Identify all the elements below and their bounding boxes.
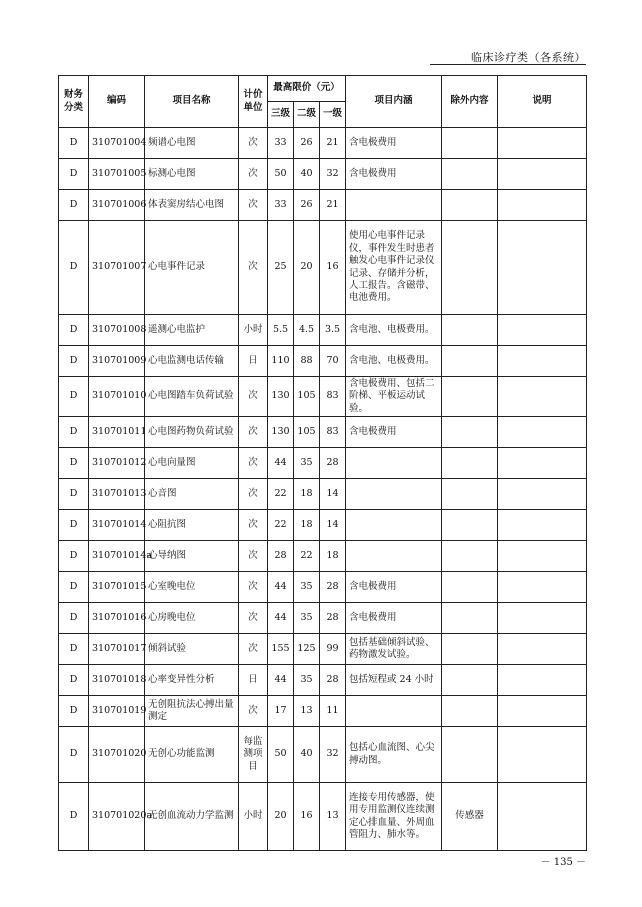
row-category: D [59, 159, 89, 190]
table-row [59, 315, 587, 346]
row-price-level3: 130 [268, 377, 294, 417]
row-code: 310701017 [89, 634, 145, 665]
row-content [346, 448, 442, 479]
row-note [498, 190, 587, 221]
row-price-level3: 155 [268, 634, 294, 665]
row-exclusion [442, 159, 498, 190]
row-price-level3: 28 [268, 541, 294, 572]
table-row [59, 541, 587, 572]
row-exclusion [442, 377, 498, 417]
row-name: 无创心功能监测 [145, 727, 239, 783]
row-unit: 次 [239, 603, 268, 634]
header-rule [430, 64, 586, 65]
row-price-level2: 105 [294, 377, 320, 417]
row-unit: 小时 [239, 783, 268, 851]
row-price-level3: 20 [268, 783, 294, 851]
row-content: 包括短程或 24 小时 [346, 665, 442, 696]
row-price-level1: 28 [320, 665, 346, 696]
row-unit: 每监测项目 [239, 727, 268, 783]
row-content: 含电极费用 [346, 159, 442, 190]
header-price-group: 最高限价（元） [268, 76, 346, 102]
row-exclusion [442, 417, 498, 448]
row-exclusion [442, 696, 498, 727]
table-row [59, 159, 587, 190]
row-unit: 次 [239, 221, 268, 315]
row-name: 遥测心电监护 [145, 315, 239, 346]
table-row [59, 448, 587, 479]
row-category: D [59, 479, 89, 510]
row-unit: 日 [239, 665, 268, 696]
table-row [59, 665, 587, 696]
row-name: 频谱心电图 [145, 128, 239, 159]
row-note [498, 572, 587, 603]
table-row [59, 221, 587, 315]
row-code: 310701008 [89, 315, 145, 346]
row-unit: 次 [239, 159, 268, 190]
table-row [59, 479, 587, 510]
row-exclusion [442, 346, 498, 377]
header-code: 编码 [89, 76, 145, 128]
row-price-level1: 83 [320, 377, 346, 417]
row-exclusion [442, 541, 498, 572]
row-price-level2: 26 [294, 128, 320, 159]
row-price-level1: 14 [320, 510, 346, 541]
row-code: 310701019 [89, 696, 145, 727]
row-exclusion [442, 479, 498, 510]
row-unit: 次 [239, 377, 268, 417]
row-note [498, 417, 587, 448]
header-note: 说明 [498, 76, 587, 128]
row-exclusion [442, 727, 498, 783]
row-price-level2: 22 [294, 541, 320, 572]
row-price-level3: 5.5 [268, 315, 294, 346]
row-content: 含电极费用 [346, 572, 442, 603]
row-price-level1: 28 [320, 603, 346, 634]
table-row [59, 377, 587, 417]
row-category: D [59, 190, 89, 221]
row-price-level1: 21 [320, 190, 346, 221]
row-price-level3: 25 [268, 221, 294, 315]
row-note [498, 221, 587, 315]
row-code: 310701011 [89, 417, 145, 448]
row-name: 心电向量图 [145, 448, 239, 479]
page-number: － 135 － [540, 857, 586, 868]
row-exclusion [442, 510, 498, 541]
row-name: 心房晚电位 [145, 603, 239, 634]
row-price-level2: 88 [294, 346, 320, 377]
row-code: 310701009 [89, 346, 145, 377]
row-code: 310701010 [89, 377, 145, 417]
row-exclusion [442, 572, 498, 603]
row-price-level3: 17 [268, 696, 294, 727]
table-row [59, 190, 587, 221]
row-price-level2: 18 [294, 479, 320, 510]
table-row [59, 783, 587, 851]
header-level1: 一级 [320, 102, 346, 128]
table-row [59, 510, 587, 541]
header-name: 项目名称 [145, 76, 239, 128]
row-unit: 次 [239, 572, 268, 603]
row-category: D [59, 541, 89, 572]
row-price-level2: 35 [294, 572, 320, 603]
row-price-level3: 44 [268, 665, 294, 696]
fee-table [58, 75, 587, 851]
row-name: 心率变异性分析 [145, 665, 239, 696]
row-price-level2: 13 [294, 696, 320, 727]
row-category: D [59, 377, 89, 417]
row-content: 含电极费用 [346, 417, 442, 448]
row-content: 使用心电事件记录仪，事件发生时患者触发心电事件记录仪记录、存储并分析，人工报告。含磁带、电池费用。 [346, 221, 442, 315]
row-price-level2: 4.5 [294, 315, 320, 346]
row-price-level3: 33 [268, 190, 294, 221]
header-unit: 计价单位 [239, 76, 268, 128]
header-content: 项目内涵 [346, 76, 442, 128]
row-unit: 次 [239, 696, 268, 727]
row-category: D [59, 603, 89, 634]
row-code: 310701020a [89, 783, 145, 851]
row-category: D [59, 315, 89, 346]
row-price-level2: 35 [294, 603, 320, 634]
row-name: 心导纳图 [145, 541, 239, 572]
row-unit: 小时 [239, 315, 268, 346]
row-name: 无创血流动力学监测 [145, 783, 239, 851]
table-row [59, 572, 587, 603]
row-price-level1: 3.5 [320, 315, 346, 346]
row-code: 310701014 [89, 510, 145, 541]
row-category: D [59, 221, 89, 315]
row-exclusion: 传感器 [442, 783, 498, 851]
row-note [498, 603, 587, 634]
row-content [346, 696, 442, 727]
row-unit: 次 [239, 479, 268, 510]
row-name: 心电图踏车负荷试验 [145, 377, 239, 417]
row-unit: 次 [239, 190, 268, 221]
row-price-level1: 28 [320, 448, 346, 479]
row-name: 心电事件记录 [145, 221, 239, 315]
row-price-level3: 44 [268, 603, 294, 634]
row-name: 心电图药物负荷试验 [145, 417, 239, 448]
row-content: 连接专用传感器，使用专用监测仪连续测定心排血量、外周血管阻力、肺水等。 [346, 783, 442, 851]
row-price-level3: 44 [268, 572, 294, 603]
row-note [498, 346, 587, 377]
table-row [59, 417, 587, 448]
row-code: 310701018 [89, 665, 145, 696]
row-category: D [59, 665, 89, 696]
row-category: D [59, 510, 89, 541]
row-note [498, 479, 587, 510]
row-content [346, 541, 442, 572]
row-code: 310701020 [89, 727, 145, 783]
row-price-level1: 16 [320, 221, 346, 315]
row-content [346, 190, 442, 221]
row-content [346, 479, 442, 510]
row-content: 含电池、电极费用。 [346, 346, 442, 377]
row-price-level2: 40 [294, 159, 320, 190]
row-price-level2: 35 [294, 665, 320, 696]
row-unit: 次 [239, 634, 268, 665]
row-content: 含电极费用、包括二阶梯、平板运动试验。 [346, 377, 442, 417]
row-name: 无创阻抗法心搏出量测定 [145, 696, 239, 727]
row-price-level1: 28 [320, 572, 346, 603]
header-level3: 三级 [268, 102, 294, 128]
row-price-level1: 18 [320, 541, 346, 572]
row-price-level2: 35 [294, 448, 320, 479]
row-unit: 次 [239, 448, 268, 479]
row-exclusion [442, 665, 498, 696]
row-code: 310701005 [89, 159, 145, 190]
row-price-level2: 16 [294, 783, 320, 851]
table-row [59, 128, 587, 159]
row-content: 含电极费用 [346, 603, 442, 634]
row-price-level2: 125 [294, 634, 320, 665]
row-category: D [59, 417, 89, 448]
row-note [498, 510, 587, 541]
row-name: 心电监测电话传输 [145, 346, 239, 377]
row-price-level2: 18 [294, 510, 320, 541]
row-price-level3: 33 [268, 128, 294, 159]
row-price-level3: 50 [268, 159, 294, 190]
row-unit: 日 [239, 346, 268, 377]
header-exclusion: 除外内容 [442, 76, 498, 128]
row-note [498, 159, 587, 190]
row-code: 310701016 [89, 603, 145, 634]
row-code: 310701004 [89, 128, 145, 159]
row-note [498, 696, 587, 727]
row-category: D [59, 634, 89, 665]
row-name: 标测心电图 [145, 159, 239, 190]
table-row [59, 634, 587, 665]
table-row [59, 696, 587, 727]
row-name: 倾斜试验 [145, 634, 239, 665]
row-name: 心阻抗图 [145, 510, 239, 541]
row-note [498, 665, 587, 696]
row-price-level1: 32 [320, 727, 346, 783]
row-price-level1: 13 [320, 783, 346, 851]
row-category: D [59, 128, 89, 159]
table-row [59, 727, 587, 783]
row-code: 310701007 [89, 221, 145, 315]
row-code: 310701006 [89, 190, 145, 221]
row-price-level1: 70 [320, 346, 346, 377]
row-exclusion [442, 634, 498, 665]
row-exclusion [442, 128, 498, 159]
row-content: 包括心血流图、心尖搏动图。 [346, 727, 442, 783]
row-category: D [59, 346, 89, 377]
row-price-level1: 99 [320, 634, 346, 665]
row-name: 体表窦房结心电图 [145, 190, 239, 221]
row-price-level2: 105 [294, 417, 320, 448]
row-exclusion [442, 315, 498, 346]
row-exclusion [442, 221, 498, 315]
row-code: 310701015 [89, 572, 145, 603]
section-title: 临床诊疗类（各系统） [471, 51, 586, 64]
row-note [498, 315, 587, 346]
row-category: D [59, 783, 89, 851]
header-category: 财务分类 [59, 76, 89, 128]
row-category: D [59, 572, 89, 603]
row-exclusion [442, 448, 498, 479]
row-content [346, 510, 442, 541]
row-exclusion [442, 190, 498, 221]
row-price-level3: 44 [268, 448, 294, 479]
row-note [498, 448, 587, 479]
row-content: 含电极费用 [346, 128, 442, 159]
row-price-level1: 21 [320, 128, 346, 159]
table-row [59, 346, 587, 377]
row-price-level1: 11 [320, 696, 346, 727]
row-price-level2: 40 [294, 727, 320, 783]
row-price-level1: 14 [320, 479, 346, 510]
row-note [498, 727, 587, 783]
row-exclusion [442, 603, 498, 634]
row-code: 310701012 [89, 448, 145, 479]
row-price-level3: 22 [268, 479, 294, 510]
row-code: 310701013 [89, 479, 145, 510]
row-price-level1: 83 [320, 417, 346, 448]
table-row [59, 603, 587, 634]
row-name: 心音图 [145, 479, 239, 510]
row-unit: 次 [239, 510, 268, 541]
row-price-level3: 50 [268, 727, 294, 783]
row-note [498, 541, 587, 572]
row-note [498, 377, 587, 417]
row-price-level2: 26 [294, 190, 320, 221]
row-price-level2: 20 [294, 221, 320, 315]
row-category: D [59, 727, 89, 783]
row-price-level3: 130 [268, 417, 294, 448]
row-note [498, 634, 587, 665]
row-unit: 次 [239, 541, 268, 572]
row-name: 心室晚电位 [145, 572, 239, 603]
row-note [498, 128, 587, 159]
row-unit: 次 [239, 128, 268, 159]
row-price-level1: 32 [320, 159, 346, 190]
row-content: 含电池、电极费用。 [346, 315, 442, 346]
row-content: 包括基础倾斜试验、药物激发试验。 [346, 634, 442, 665]
header-level2: 二级 [294, 102, 320, 128]
row-code: 310701014a [89, 541, 145, 572]
row-note [498, 783, 587, 851]
row-category: D [59, 696, 89, 727]
row-unit: 次 [239, 417, 268, 448]
row-price-level3: 22 [268, 510, 294, 541]
row-price-level3: 110 [268, 346, 294, 377]
row-category: D [59, 448, 89, 479]
